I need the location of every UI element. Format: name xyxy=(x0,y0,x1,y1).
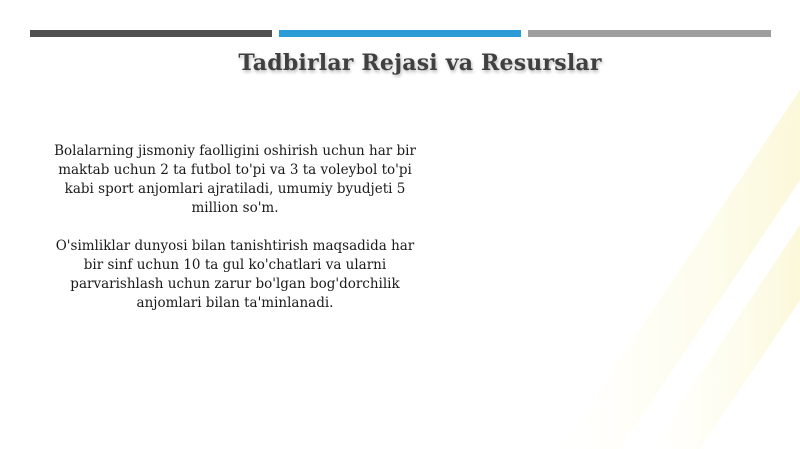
slide-title: Tadbirlar Rejasi va Resurslar xyxy=(238,50,602,76)
paragraph-sports-equipment: Bolalarning jismoniy faolligini oshirish uchun har bir maktab uchun 2 ta futbol to'pi va 3 ta voleybol to'pi kabi sport anjomlari ajratiladi, umumiy byudjeti 5 million so'm. xyxy=(54,143,416,216)
body-text xyxy=(52,142,418,313)
top-bar-accent xyxy=(279,30,521,37)
paragraph-gardening-equipment: O'simliklar dunyosi bilan tanishtirish maqsadida har bir sinf uchun 10 ta gul ko'chatlari va ularni parvarishlash uchun zarur bo'lgan bog'dorchilik anjomlari bilan ta'minlanadi. xyxy=(55,238,415,311)
top-bar-light xyxy=(528,30,771,37)
top-bar-dark xyxy=(30,30,272,37)
